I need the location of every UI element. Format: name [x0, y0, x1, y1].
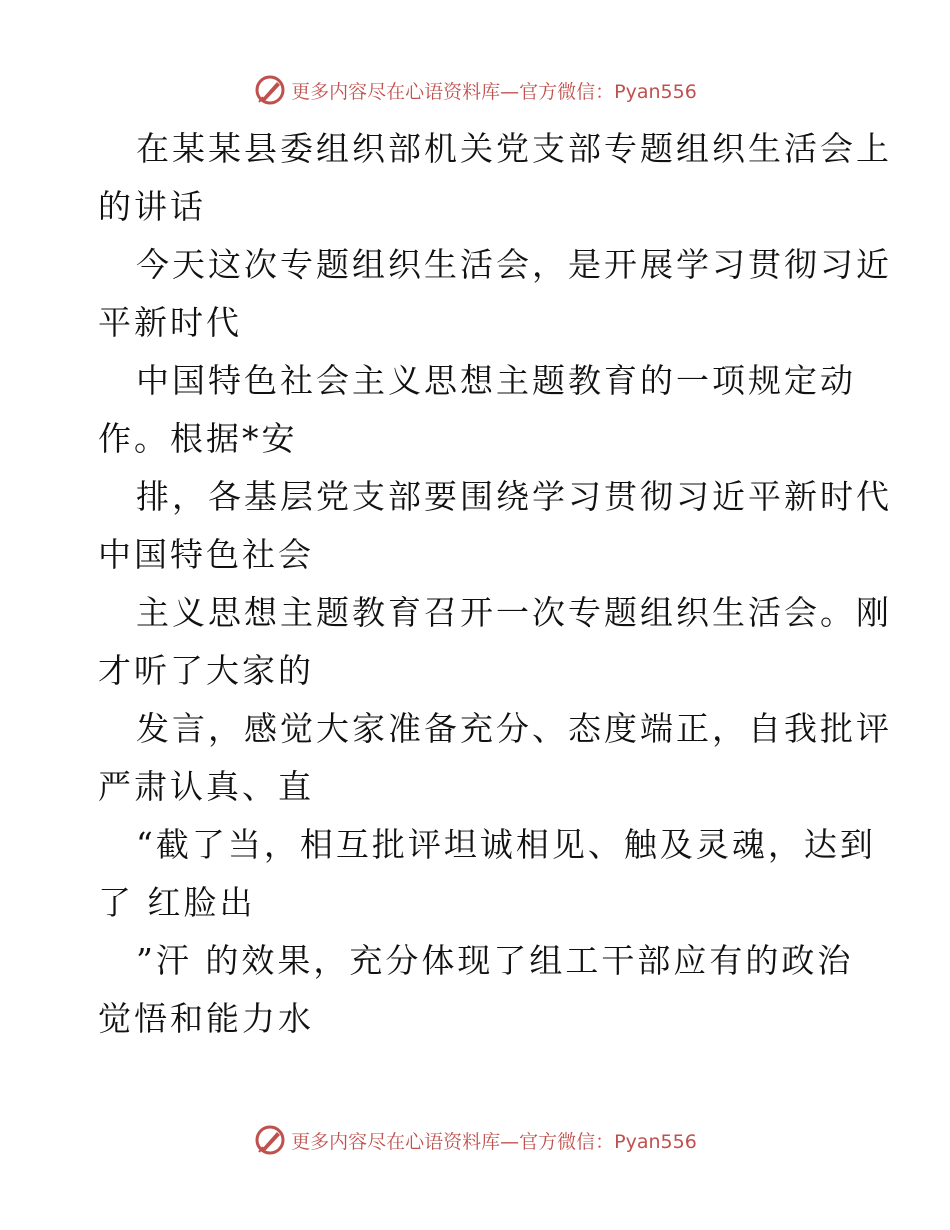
quill-pen-logo-icon — [253, 1123, 287, 1157]
body-line: 在某某县委组织部机关党支部专题组织生活会上 — [136, 129, 892, 168]
body-line: 中国特色社会 — [98, 535, 314, 574]
footer-banner-text: 更多内容尽在心语资料库—官方微信：Pyan556 — [291, 1130, 697, 1153]
quill-pen-logo-icon — [253, 73, 287, 107]
body-line: “截了当，相互批评坦诚相见、触及灵魂，达到 — [136, 825, 876, 864]
body-line: 平新时代 — [98, 303, 242, 342]
body-line: 中国特色社会主义思想主题教育的一项规定动 — [136, 361, 856, 400]
body-line: 发言，感觉大家准备充分、态度端正，自我批评 — [136, 709, 892, 748]
header-banner — [0, 70, 950, 110]
footer-banner — [0, 1120, 950, 1160]
document-body — [98, 120, 892, 1048]
body-line: 觉悟和能力水 — [98, 999, 314, 1038]
body-line: 主义思想主题教育召开一次专题组织生活会。刚 — [136, 593, 892, 632]
body-line: 严肃认真、直 — [98, 767, 314, 806]
body-line: 排，各基层党支部要围绕学习贯彻习近平新时代 — [136, 477, 892, 516]
body-line: 作。根据*安 — [98, 419, 298, 458]
body-line: 的讲话 — [98, 187, 206, 226]
body-line: 才听了大家的 — [98, 651, 314, 690]
body-line: ”汗 的效果，充分体现了组工干部应有的政治 — [136, 941, 854, 980]
header-banner-text: 更多内容尽在心语资料库—官方微信：Pyan556 — [291, 80, 697, 103]
body-line: 今天这次专题组织生活会，是开展学习贯彻习近 — [136, 245, 892, 284]
body-line: 了 红脸出 — [98, 883, 256, 922]
